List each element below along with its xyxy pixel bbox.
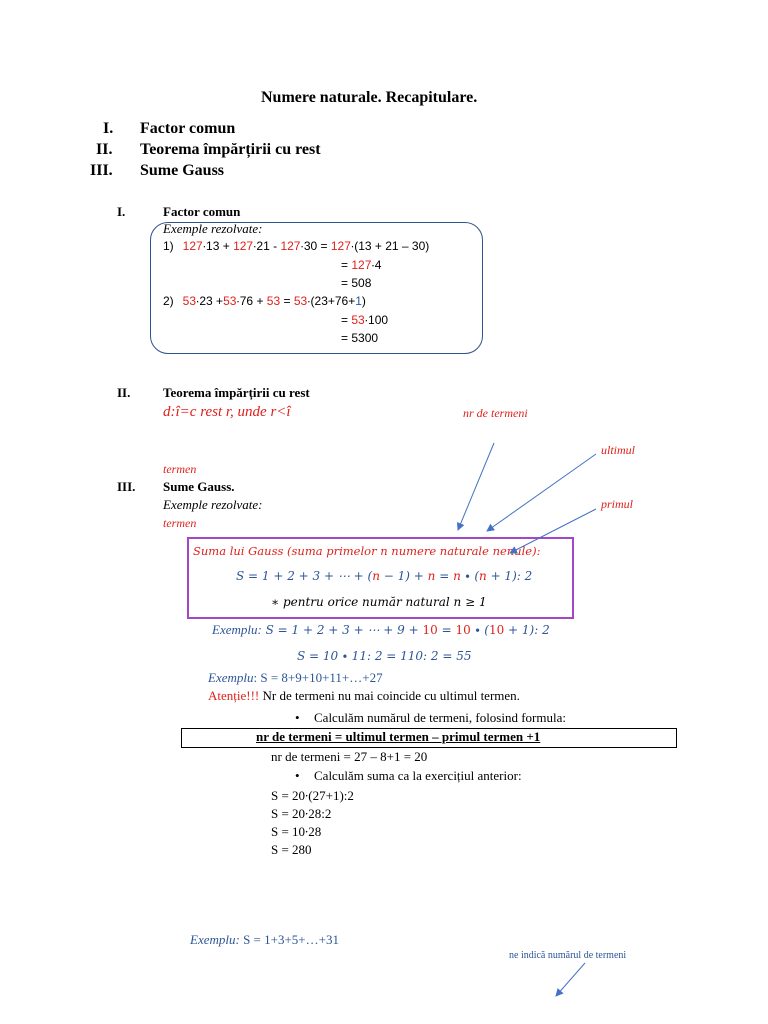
ex1-line3: = 508 [341, 276, 372, 290]
division-formula: d:î=c rest r, unde r<î [163, 404, 291, 420]
toc-label-1: Factor comun [140, 120, 236, 137]
annotation-ultimul: ultimul [601, 443, 636, 457]
sec1-subheading: Exemple rezolvate: [163, 221, 263, 236]
step-1: S = 20∙(27+1):2 [271, 788, 354, 803]
nr-termeni-line: nr de termeni = 27 – 8+1 = 20 [271, 749, 428, 764]
ex1-line2: = 127∙4 [341, 258, 382, 272]
sec2-num: II. [117, 385, 131, 400]
ex1-line1: 1) 127∙13 + 127∙21 - 127∙30 = 127∙(13 + 21 – 30) [163, 239, 430, 253]
bullet-1: • Calculăm numărul de termeni, folosind formula: [295, 710, 566, 725]
toc-label-2: Teorema împărțirii cu rest [140, 141, 321, 158]
step-2: S = 20∙28:2 [271, 806, 332, 821]
atentie-line: Atenție!!! Nr de termeni nu mai coincide cu ultimul termen. [208, 688, 520, 703]
sec3-heading: Sume Gauss. [163, 479, 235, 494]
arrow-primul [510, 509, 596, 553]
sec2-heading: Teorema împărțirii cu rest [163, 385, 310, 400]
gauss-example-2: Exemplu: S = 8+9+10+11+…+27 [208, 670, 383, 685]
gauss-example-1-result: S = 10 ∙ 11: 2 = 110: 2 = 55 [297, 649, 472, 663]
toc-num-1: I. [103, 120, 114, 137]
arrow-nr-termeni [458, 443, 494, 530]
gauss-note: ∗ pentru orice număr natural n ≥ 1 [271, 595, 487, 609]
step-3: S = 10∙28 [271, 824, 322, 839]
annotation-termen-1: termen [163, 462, 197, 476]
ex2-line1: 2) 53∙23 +53∙76 + 53 = 53∙(23+76+1) [163, 294, 366, 308]
gauss-example-3: Exemplu: S = 1+3+5+…+31 [190, 932, 339, 947]
terms-formula: nr de termeni = ultimul termen – primul termen +1 [256, 729, 541, 744]
bullet-dot-icon: • [295, 768, 300, 783]
sec3-num: III. [117, 479, 136, 494]
step-4: S = 280 [271, 842, 312, 857]
gauss-box-title: Suma lui Gauss (suma primelor n numere naturale nenule): [193, 544, 541, 558]
sec3-subheading: Exemple rezolvate: [163, 497, 263, 512]
toc-label-3: Sume Gauss [140, 162, 225, 179]
annotation-nr-termeni: nr de termeni [463, 406, 528, 420]
bullet-2: • Calculăm suma ca la exercițiul anterior: [295, 768, 522, 783]
annotation-termen-2: termen [163, 516, 197, 530]
sec1-heading: Factor comun [163, 204, 241, 219]
gauss-formula: S = 1 + 2 + 3 + ⋯ + (n − 1) + n = n ∙ (n + 1): 2 [236, 569, 533, 583]
arrow-ultimul [487, 454, 596, 531]
ex2-line3: = 5300 [341, 331, 379, 345]
toc-num-3: III. [90, 162, 113, 179]
annotation-ne-indica: ne indică numărul de termeni [509, 950, 627, 961]
sec1-num: I. [117, 204, 126, 219]
toc-num-2: II. [96, 141, 113, 158]
arrow-ne-indica [556, 963, 585, 996]
page-title: Numere naturale. Recapitulare. [261, 89, 478, 106]
ex2-line2: = 53∙100 [341, 313, 389, 327]
annotation-primul: primul [601, 497, 634, 511]
bullet-dot-icon: • [295, 710, 300, 725]
gauss-example-1: Exemplu: S = 1 + 2 + 3 + ⋯ + 9 + 10 = 10 ∙ (10 + 1): 2 [212, 622, 550, 637]
